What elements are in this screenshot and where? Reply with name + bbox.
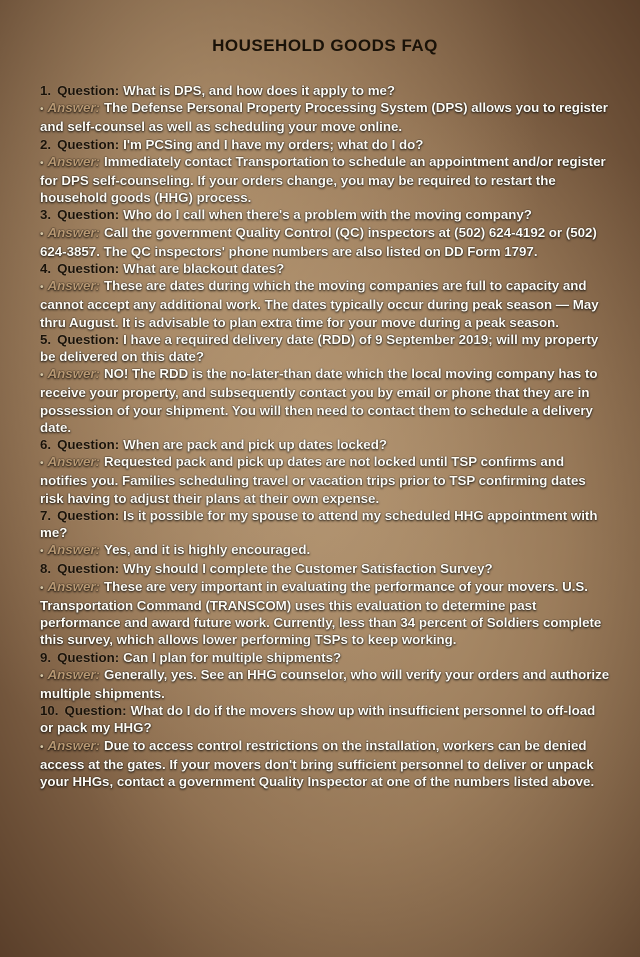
bullet-icon: • bbox=[40, 282, 44, 294]
faq-item bbox=[40, 507, 610, 561]
question-text: What is DPS, and how does it apply to me? bbox=[123, 83, 396, 98]
faq-answer bbox=[40, 277, 610, 331]
answer-text: NO! The RDD is the no-later-than date which the local moving company has to receive your property, and subsequently contact you by email or phone that they are in possession of your shipment. You will then need to contact them to schedule a delivery date. bbox=[40, 366, 598, 435]
question-label: Question: bbox=[57, 561, 120, 577]
answer-text: Yes, and it is highly encouraged. bbox=[103, 542, 311, 558]
bullet-icon: • bbox=[40, 741, 44, 753]
question-number: 10. bbox=[40, 703, 59, 719]
question-text: What do I do if the movers show up with insufficient personnel to off-load or pack my HHG? bbox=[40, 703, 596, 736]
question-text: Who do I call when there's a problem with the moving company? bbox=[123, 207, 532, 223]
faq-answer bbox=[40, 224, 610, 260]
faq-item bbox=[40, 649, 610, 703]
question-text: Can I plan for multiple shipments? bbox=[123, 649, 342, 665]
answer-text: Generally, yes. See an HHG counselor, who will verify your orders and authorize multiple shipments. bbox=[40, 666, 610, 701]
bullet-icon: • bbox=[40, 370, 44, 382]
question-text: Is it possible for my spouse to attend my scheduled HHG appointment with me? bbox=[40, 507, 598, 541]
faq-question bbox=[40, 331, 610, 365]
answer-text: Requested pack and pick up dates are not locked until TSP confirms and notifies you. Families scheduling travel or vacation trips prior to TSP confirming dates risk having to adjust their plans at their own expense. bbox=[40, 454, 586, 506]
faq-question bbox=[40, 206, 610, 223]
answer-label: Answer: bbox=[47, 100, 100, 116]
question-number: 3. bbox=[40, 207, 52, 223]
question-number: 2. bbox=[40, 136, 52, 152]
answer-label: Answer: bbox=[47, 278, 100, 294]
question-number: 9. bbox=[40, 649, 52, 665]
answer-label: Answer: bbox=[47, 454, 100, 470]
question-text: I have a required delivery date (RDD) of 9 September 2019; will my property be delivered on this date? bbox=[40, 331, 599, 365]
faq-question bbox=[40, 560, 610, 577]
faq-item bbox=[40, 206, 610, 260]
question-label: Question: bbox=[57, 437, 120, 453]
faq-question bbox=[40, 507, 610, 541]
answer-label: Answer: bbox=[47, 224, 100, 240]
answer-text: These are very important in evaluating the performance of your movers. U.S. Transportation Command (TRANSCOM) uses this evaluation to determine past performance and award future work. Currently, less than 34 percent of Soldiers complete this survey, which allows lower performing TSPs to keep working. bbox=[40, 578, 602, 648]
faq-answer bbox=[40, 666, 610, 702]
question-number: 6. bbox=[40, 437, 52, 453]
bullet-icon: • bbox=[40, 546, 44, 558]
question-label: Question: bbox=[64, 703, 127, 719]
bullet-icon: • bbox=[40, 228, 44, 240]
answer-label: Answer: bbox=[47, 366, 100, 382]
question-number: 4. bbox=[40, 261, 52, 277]
question-label: Question: bbox=[57, 207, 120, 223]
question-label: Question: bbox=[57, 649, 120, 665]
faq-question bbox=[40, 702, 610, 736]
faq-item bbox=[40, 702, 610, 790]
question-text: Why should I complete the Customer Satisfaction Survey? bbox=[123, 561, 493, 577]
answer-label: Answer: bbox=[47, 578, 100, 594]
faq-item bbox=[40, 436, 610, 507]
question-label: Question: bbox=[57, 261, 120, 277]
faq-question bbox=[40, 649, 610, 666]
faq-item bbox=[40, 560, 610, 648]
bullet-icon: • bbox=[40, 582, 44, 594]
question-text: What are blackout dates? bbox=[123, 261, 285, 277]
answer-text: Immediately contact Transportation to schedule an appointment and/or register for DPS self-counseling. If your orders change, you may be required to restart the household goods (HHG) process. bbox=[40, 153, 606, 206]
answer-label: Answer: bbox=[47, 666, 100, 682]
question-label: Question: bbox=[57, 507, 120, 523]
question-label: Question: bbox=[57, 331, 120, 347]
faq-item bbox=[40, 331, 610, 436]
question-label: Question: bbox=[57, 136, 120, 152]
faq-question bbox=[40, 436, 610, 453]
bullet-icon: • bbox=[40, 104, 44, 116]
faq-answer bbox=[40, 453, 610, 507]
bullet-icon: • bbox=[40, 458, 44, 470]
faq-answer bbox=[40, 365, 610, 436]
question-text: When are pack and pick up dates locked? bbox=[123, 437, 387, 453]
faq-question bbox=[40, 136, 610, 153]
bullet-icon: • bbox=[40, 157, 44, 169]
answer-label: Answer: bbox=[47, 737, 100, 753]
answer-text: The Defense Personal Property Processing System (DPS) allows you to register and self-counsel as well as scheduling your move online. bbox=[40, 100, 608, 135]
faq-answer bbox=[40, 541, 610, 560]
faq-answer bbox=[40, 99, 610, 135]
question-number: 5. bbox=[40, 331, 52, 347]
question-number: 8. bbox=[40, 561, 52, 577]
answer-text: These are dates during which the moving companies are full to capacity and cannot accept any additional work. The dates typically occur during peak season — May thru August. It is advisable to plan extra time for your move during a peak season. bbox=[40, 278, 599, 330]
faq-answer bbox=[40, 153, 610, 207]
faq-item bbox=[40, 82, 610, 136]
page-title: HOUSEHOLD GOODS FAQ bbox=[212, 36, 438, 55]
question-label: Question: bbox=[57, 83, 120, 98]
faq-answer bbox=[40, 737, 610, 791]
answer-label: Answer: bbox=[47, 153, 100, 169]
bullet-icon: • bbox=[40, 670, 44, 682]
question-number: 7. bbox=[40, 507, 52, 523]
faq-answer bbox=[40, 578, 610, 649]
faq-item bbox=[40, 136, 610, 207]
faq-list bbox=[40, 82, 610, 790]
faq-question bbox=[40, 260, 610, 277]
answer-label: Answer: bbox=[47, 542, 100, 558]
answer-text: Due to access control restrictions on the installation, workers can be denied access at the gates. If your movers don't bring sufficient personnel to deliver or unpack your HHGs, contact a government Quality Inspector at one of the numbers listed above. bbox=[40, 737, 595, 789]
faq-item bbox=[40, 260, 610, 331]
question-text: I'm PCSing and I have my orders; what do I do? bbox=[123, 136, 424, 152]
faq-question bbox=[40, 82, 610, 99]
answer-text: Call the government Quality Control (QC) inspectors at (502) 624-4192 or (502) 624-3857. The QC inspectors' phone numbers are also listed on DD Form 1797. bbox=[40, 224, 597, 259]
question-number: 1. bbox=[40, 83, 52, 98]
